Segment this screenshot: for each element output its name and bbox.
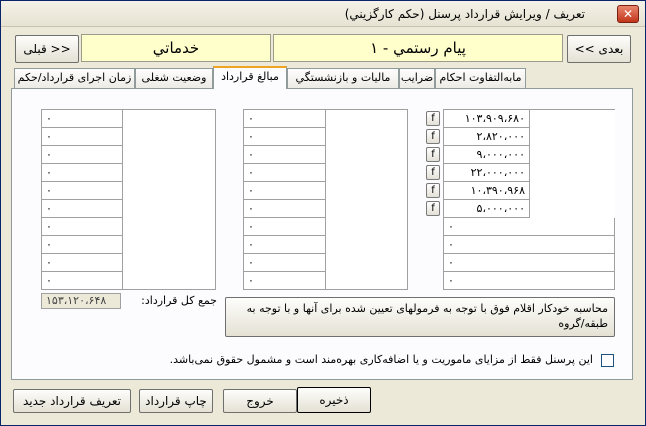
grid-cell[interactable]: ۰ <box>444 254 615 272</box>
grid-cell[interactable]: ۰ <box>42 164 123 182</box>
tab-differences[interactable]: مابه‌التفاوت احکام <box>435 68 526 88</box>
employee-name-field: پيام رستمي - ۱ <box>273 34 563 62</box>
window-title: تعريف / ويرايش قرارداد پرسنل (حکم کارگزيني) <box>344 7 585 21</box>
grid-cell[interactable]: ۰ <box>42 110 123 128</box>
grid-cell[interactable]: ۰ <box>244 146 326 164</box>
grid-cell[interactable]: ۰ <box>42 182 123 200</box>
grid-cell[interactable]: ۰ <box>444 272 615 290</box>
grid-label-cell[interactable] <box>123 110 216 290</box>
grid-cell[interactable]: ۰ <box>244 218 326 236</box>
mission-only-label: اين پرسنل فقط از مزايای ماموريت و يا اضافه‌کاری بهره‌مند است و مشمول حقوق نمی‌باشد. <box>169 353 593 366</box>
amount-value-family[interactable]: ۵،۰۰۰،۰۰۰ <box>444 200 530 218</box>
exit-button[interactable]: خروج <box>223 389 297 413</box>
grid-cell[interactable]: ۰ <box>42 146 123 164</box>
contract-total-value: ۱۵۳،۱۲۰،۶۴۸ <box>41 293 121 309</box>
save-button[interactable]: ذخيره <box>297 387 371 413</box>
auto-calculate-button[interactable]: محاسبه خودکار اقلام فوق با توجه به فرمولهای تعيين شده برای آنها و با توجه به طبقه/گروه <box>225 297 615 337</box>
grid-cell[interactable]: ۰ <box>244 254 326 272</box>
grid-cell[interactable]: ۰ <box>42 236 123 254</box>
formula-button[interactable]: f <box>426 183 440 198</box>
print-contract-button[interactable]: چاپ قرارداد <box>139 389 213 413</box>
mission-only-checkbox[interactable] <box>601 354 614 367</box>
prev-button[interactable]: قبلی >> <box>15 35 79 63</box>
next-button[interactable]: << بعدی <box>567 35 631 63</box>
amount-value-housing[interactable]: ۹،۰۰۰،۰۰۰ <box>444 146 530 164</box>
amount-value-coupon[interactable]: ۲۲،۰۰۰،۰۰۰ <box>444 164 530 182</box>
amount-value-child[interactable]: ۱۰،۳۹۰،۹۶۸ <box>444 182 530 200</box>
grid-cell[interactable]: ۰ <box>244 182 326 200</box>
grid-cell[interactable]: ۰ <box>444 236 615 254</box>
tab-job-status[interactable]: وضعيت شغلی <box>135 68 213 88</box>
grid-cell[interactable]: ۰ <box>244 110 326 128</box>
title-bar <box>1 1 645 27</box>
amount-value-seniority-base[interactable]: ۲،۸۲۰،۰۰۰ <box>444 128 530 146</box>
formula-button[interactable]: f <box>426 201 440 216</box>
grid-cell[interactable]: ۰ <box>244 128 326 146</box>
amounts-grid-middle <box>243 109 408 290</box>
grid-cell[interactable]: ۰ <box>244 272 326 290</box>
grid-cell[interactable]: ۰ <box>42 254 123 272</box>
tab-contract-amounts[interactable]: مبالغ قرارداد <box>213 66 287 89</box>
grid-cell[interactable]: ۰ <box>42 128 123 146</box>
employment-type-field: خدماتي <box>81 34 271 62</box>
formula-button[interactable]: f <box>426 129 440 144</box>
amounts-grid-left <box>41 109 216 290</box>
formula-button[interactable]: f <box>426 111 440 126</box>
tab-tax-retirement[interactable]: ماليات و بازنشستگي <box>287 68 399 88</box>
grid-cell[interactable]: ۰ <box>42 272 123 290</box>
grid-cell[interactable]: ۰ <box>244 236 326 254</box>
grid-cell[interactable]: ۰ <box>42 218 123 236</box>
contract-total-label: جمع کل قرارداد: <box>141 294 217 307</box>
grid-cell[interactable]: ۰ <box>244 164 326 182</box>
grid-label-cell[interactable] <box>326 110 408 290</box>
amounts-grid-right <box>443 109 615 290</box>
grid-cell[interactable]: ۰ <box>42 200 123 218</box>
formula-button[interactable]: f <box>426 165 440 180</box>
new-contract-button[interactable]: تعريف قرارداد جديد <box>13 389 131 413</box>
amount-value-monthly-wage[interactable]: ۱۰۳،۹۰۹،۶۸۰ <box>444 110 530 128</box>
tab-coefficients[interactable]: ضرايب <box>399 68 435 88</box>
tab-execution-date[interactable]: زمان اجرای قرارداد/حکم <box>14 68 135 88</box>
formula-button[interactable]: f <box>426 147 440 162</box>
close-button[interactable]: ✕ <box>617 5 639 23</box>
grid-cell[interactable]: ۰ <box>244 200 326 218</box>
grid-cell[interactable]: ۰ <box>444 218 615 236</box>
